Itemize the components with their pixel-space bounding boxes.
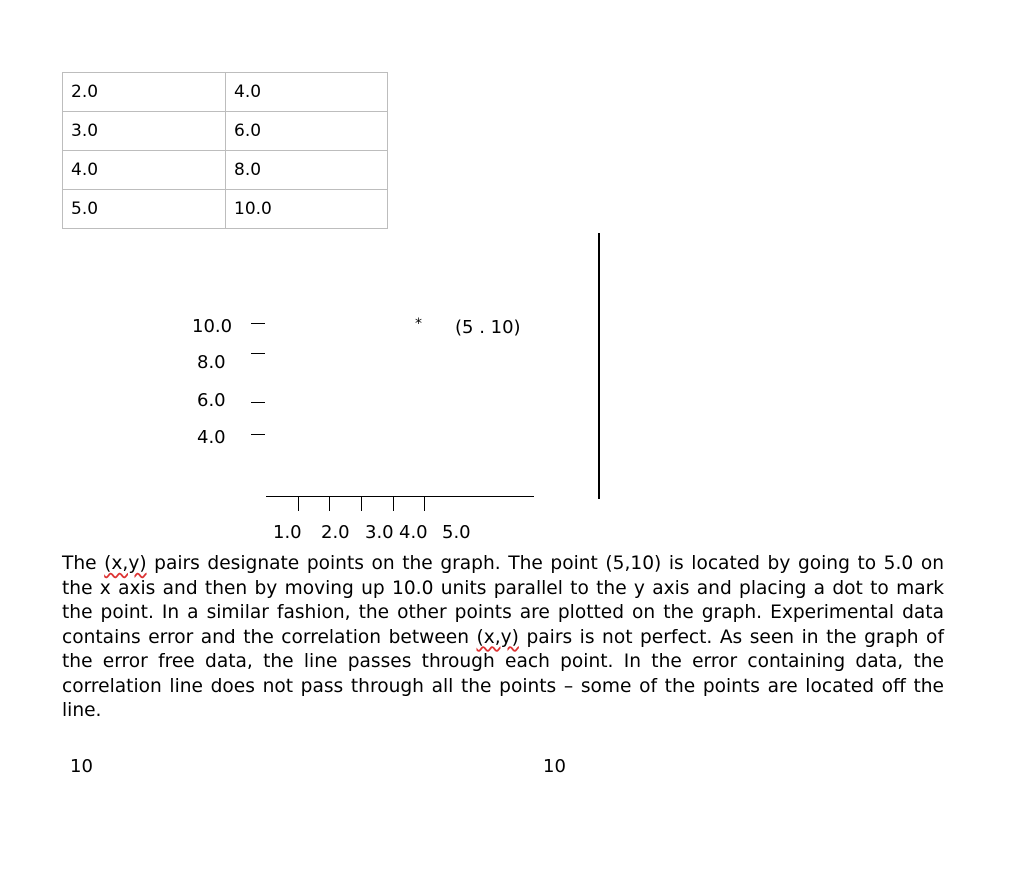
paragraph-text: pairs is not perfect. As seen in the graph of the error free data, the line passes through each point. In the error containing data, the correlation line does not pass through all the points – some of the points are located off the line. [62,626,944,721]
paragraph-text: The [62,553,105,574]
footer-left-number: 10 [70,756,93,777]
footer-right-number: 10 [543,756,566,777]
x-tick [393,497,394,511]
y-label-8: 8.0 [197,352,226,373]
data-table [62,72,388,229]
x-label-2: 2.0 [321,522,350,543]
paragraph-xy-term: (x,y) [104,553,147,574]
y-tick [251,323,265,324]
table-cell-y: 10.0 [226,190,388,229]
x-label-3: 3.0 [365,522,394,543]
table-cell-y: 4.0 [226,73,388,112]
table-cell-y: 6.0 [226,112,388,151]
table-row [63,151,388,190]
table-cell-x: 4.0 [63,151,226,190]
table-row [63,112,388,151]
x-tick [424,497,425,511]
x-label-5: 5.0 [442,522,471,543]
x-axis-line [266,496,534,497]
plot-point-label: (5 . 10) [455,317,521,338]
paragraph-xy-term: (x,y) [476,626,519,648]
table-cell-x: 5.0 [63,190,226,229]
y-label-10: 10.0 [192,316,233,337]
y-label-6: 6.0 [197,390,226,411]
x-tick [329,497,330,511]
plot-point-marker: * [415,316,422,332]
vertical-divider-line [598,233,600,499]
table-cell-y: 8.0 [226,151,388,190]
table-row [63,190,388,229]
y-tick [251,434,265,435]
x-tick [298,497,299,511]
y-label-4: 4.0 [197,427,226,448]
x-label-1: 1.0 [273,522,302,543]
y-tick [251,402,265,403]
table-row [63,73,388,112]
x-tick [361,497,362,511]
x-label-4: 4.0 [399,522,428,543]
y-tick [251,353,265,354]
explanation-paragraph [62,552,944,724]
paragraph-text: pairs designate points on the graph. The point (5,10) is located by going to 5.0 on the x axis and then by moving up 10.0 units parallel to the y axis and placing a dot to mark the point. In a similar fashion, the other points are plotted on the graph. Experimental data contains error and the correlation between [62,553,944,648]
table-cell-x: 2.0 [63,73,226,112]
table-cell-x: 3.0 [63,112,226,151]
